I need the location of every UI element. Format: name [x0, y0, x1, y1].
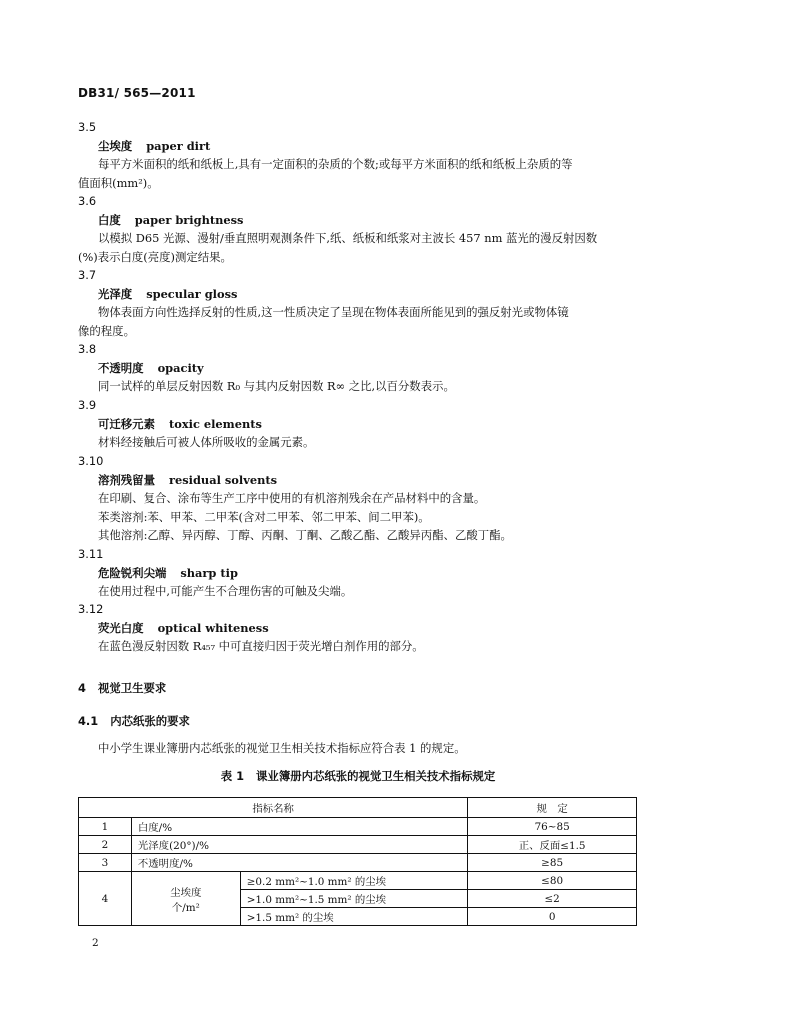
term-en: paper dirt	[146, 138, 211, 153]
row-number: 3	[79, 854, 132, 872]
term-3-12	[78, 600, 648, 656]
row-spec: 76~85	[468, 818, 637, 836]
term-number: 3.5	[78, 120, 97, 134]
standard-code-header: DB31/ 565—2011	[78, 86, 196, 100]
row-name: 光泽度(20°)/%	[131, 836, 467, 854]
term-number: 3.10	[78, 454, 104, 468]
term-number: 3.8	[78, 342, 97, 356]
sub-row-name: >1.5 mm² 的尘埃	[240, 908, 468, 926]
term-definition-line: 苯类溶剂:苯、甲苯、二甲苯(含对二甲苯、邻二甲苯、间二甲苯)。	[98, 509, 430, 524]
header-cell-name: 指标名称	[79, 798, 468, 818]
row-name-line: 尘埃度	[170, 886, 202, 899]
table-row	[79, 836, 637, 854]
sub-row-spec: ≤2	[468, 890, 637, 908]
term-3-8	[78, 340, 648, 396]
table-row	[79, 818, 637, 836]
term-zh: 危险锐利尖端	[98, 565, 167, 580]
term-heading	[78, 415, 648, 434]
section-title: 内芯纸张的要求	[110, 714, 190, 728]
section-title: 视觉卫生要求	[97, 681, 167, 695]
term-heading	[78, 359, 648, 378]
term-en: paper brightness	[134, 212, 244, 227]
table-title: 课业簿册内芯纸张的视觉卫生相关技术指标规定	[256, 769, 496, 783]
term-number: 3.12	[78, 602, 104, 616]
term-heading	[78, 137, 648, 156]
term-number: 3.7	[78, 268, 97, 282]
section-number: 4.1	[78, 714, 99, 728]
section-4-1-paragraph: 中小学生课业簿册内芯纸张的视觉卫生相关技术指标应符合表 1 的规定。	[98, 741, 466, 755]
term-definition-line: 在使用过程中,可能产生不合理伤害的可触及尖端。	[98, 584, 353, 598]
term-definition-line: 值面积(mm²)。	[78, 175, 159, 190]
row-spec: ≥85	[468, 854, 637, 872]
term-zh: 白度	[98, 212, 121, 227]
term-heading	[78, 211, 648, 230]
term-heading	[78, 471, 648, 490]
row-number: 4	[79, 872, 132, 926]
header-cell-spec: 规 定	[468, 798, 637, 818]
term-zh: 尘埃度	[98, 138, 133, 153]
term-definition-line: 在蓝色漫反射因数 R₄₅₇ 中可直接归因于荧光增白剂作用的部分。	[98, 639, 424, 653]
sub-row-name: ≥0.2 mm²~1.0 mm² 的尘埃	[240, 872, 468, 890]
term-3-7	[78, 266, 648, 340]
sub-row-spec: 0	[468, 908, 637, 926]
row-name-group	[131, 872, 240, 926]
term-3-10	[78, 452, 648, 545]
term-definition-line: 同一试样的单层反射因数 R₀ 与其内反射因数 R∞ 之比,以百分数表示。	[98, 379, 455, 393]
term-zh: 溶剂残留量	[98, 472, 155, 487]
table-row	[79, 854, 637, 872]
page-number: 2	[92, 937, 99, 949]
term-3-6	[78, 192, 648, 266]
term-definition-line: 物体表面方向性选择反射的性质,这一性质决定了呈现在物体表面所能见到的强反射光或物体镜	[98, 305, 569, 319]
term-definition-line: (%)表示白度(亮度)测定结果。	[78, 249, 232, 264]
row-name: 不透明度/%	[131, 854, 467, 872]
term-3-5	[78, 118, 648, 192]
row-number: 2	[79, 836, 132, 854]
row-spec: 正、反面≤1.5	[468, 836, 637, 854]
term-en: specular gloss	[146, 286, 238, 301]
term-definition-line: 其他溶剂:乙醇、异丙醇、丁醇、丙酮、丁酮、乙酸乙酯、乙酸异丙酯、乙酸丁酯。	[98, 528, 512, 542]
sub-row-name: >1.0 mm²~1.5 mm² 的尘埃	[240, 890, 468, 908]
term-number: 3.9	[78, 398, 97, 412]
term-heading	[78, 285, 648, 304]
table-number: 表 1	[220, 769, 245, 783]
term-en: opacity	[157, 360, 204, 375]
table-caption	[78, 768, 638, 784]
term-zh: 光泽度	[98, 286, 133, 301]
section-number: 4	[78, 681, 86, 695]
section-heading-4	[78, 680, 166, 696]
term-number: 3.11	[78, 547, 104, 561]
term-zh: 荧光白度	[98, 620, 144, 635]
row-number: 1	[79, 818, 132, 836]
row-unit-line: 个/m²	[171, 901, 200, 914]
term-3-9	[78, 396, 648, 452]
term-zh: 不透明度	[98, 360, 144, 375]
spec-table	[78, 797, 637, 926]
term-definition-line: 在印刷、复合、涂布等生产工序中使用的有机溶剂残余在产品材料中的含量。	[98, 491, 486, 505]
term-en: optical whiteness	[157, 620, 269, 635]
term-en: residual solvents	[168, 472, 278, 487]
row-name: 白度/%	[131, 818, 467, 836]
section-heading-4-1	[78, 713, 190, 729]
term-definition-line: 每平方米面积的纸和纸板上,具有一定面积的杂质的个数;或每平方米面积的纸和纸板上杂质的等	[98, 157, 573, 171]
term-definition-line: 材料经接触后可被人体所吸收的金属元素。	[98, 435, 315, 449]
term-heading	[78, 564, 648, 583]
sub-row-spec: ≤80	[468, 872, 637, 890]
term-definition-line: 像的程度。	[78, 323, 135, 338]
term-en: sharp tip	[180, 565, 238, 580]
term-zh: 可迁移元素	[98, 416, 155, 431]
term-3-11	[78, 545, 648, 601]
table-row	[79, 872, 637, 890]
term-heading	[78, 619, 648, 638]
term-definition-line: 以模拟 D65 光源、漫射/垂直照明观测条件下,纸、纸板和纸浆对主波长 457 nm 蓝光的漫反射因数	[98, 231, 598, 245]
term-number: 3.6	[78, 194, 97, 208]
table-header-row	[79, 798, 637, 818]
term-en: toxic elements	[168, 416, 262, 431]
